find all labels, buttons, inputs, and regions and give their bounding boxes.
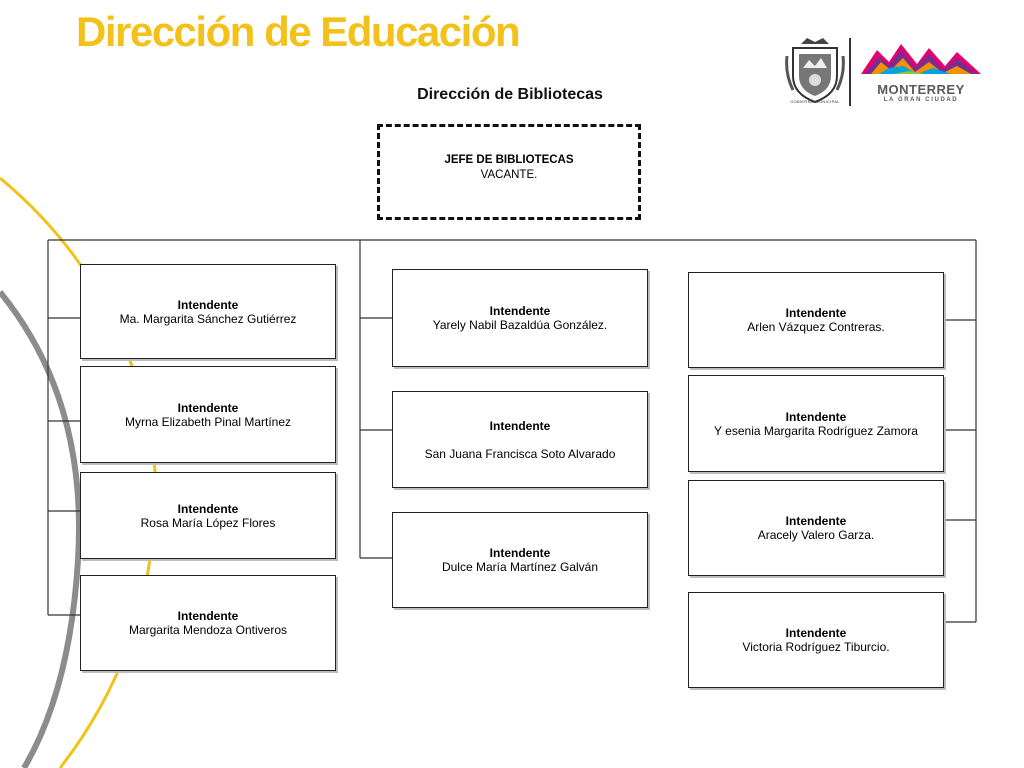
org-node (80, 575, 336, 671)
org-node (688, 592, 944, 688)
org-node (80, 264, 336, 359)
node-name: Ma. Margarita Sánchez Gutiérrez (119, 311, 297, 326)
node-role: Intendente (785, 626, 847, 640)
node-name: Margarita Mendoza Ontiveros (128, 623, 288, 637)
node-name: VACANTE. (480, 169, 538, 181)
node-role: Intendente (177, 400, 239, 415)
node-role: Intendente (489, 304, 551, 318)
org-node (392, 391, 648, 488)
node-role: JEFE DE BIBLIOTECAS (444, 154, 574, 166)
org-node (80, 366, 336, 463)
node-name: Yarely Nabil Bazaldúa González. (432, 318, 608, 332)
page-title: Dirección de Educación (76, 8, 520, 55)
node-name: Aracely Valero Garza. (757, 528, 875, 542)
node-role: Intendente (785, 514, 847, 528)
seal-caption: GOBIERNO MUNICIPAL (790, 99, 840, 104)
org-node (688, 272, 944, 368)
node-role: Intendente (785, 409, 847, 424)
node-role: Intendente (489, 418, 551, 433)
org-head-node (377, 124, 641, 220)
logo-tagline: LA GRAN CIUDAD (883, 97, 959, 103)
node-name: Y esenia Margarita Rodríguez Zamora (714, 423, 918, 438)
org-node (392, 512, 648, 608)
section-subtitle: Dirección de Bibliotecas (417, 86, 603, 103)
node-name: Dulce María Martínez Galván (441, 560, 599, 574)
node-role: Intendente (177, 609, 239, 623)
node-name: Arlen Vázquez Contreras. (747, 320, 885, 334)
node-name: Myrna Elizabeth Pinal Martínez (124, 414, 292, 429)
node-role: Intendente (785, 306, 847, 320)
node-role: Intendente (177, 501, 239, 516)
org-node (688, 480, 944, 576)
node-role: Intendente (177, 297, 239, 312)
org-node (80, 472, 336, 559)
logo-city-name: MONTERREY (877, 82, 965, 97)
org-node (688, 375, 944, 472)
node-name: Rosa María López Flores (140, 515, 276, 530)
org-node (392, 269, 648, 367)
node-name: Victoria Rodríguez Tiburcio. (742, 640, 890, 654)
node-role: Intendente (489, 546, 551, 560)
node-name: San Juana Francisca Soto Alvarado (424, 446, 616, 461)
